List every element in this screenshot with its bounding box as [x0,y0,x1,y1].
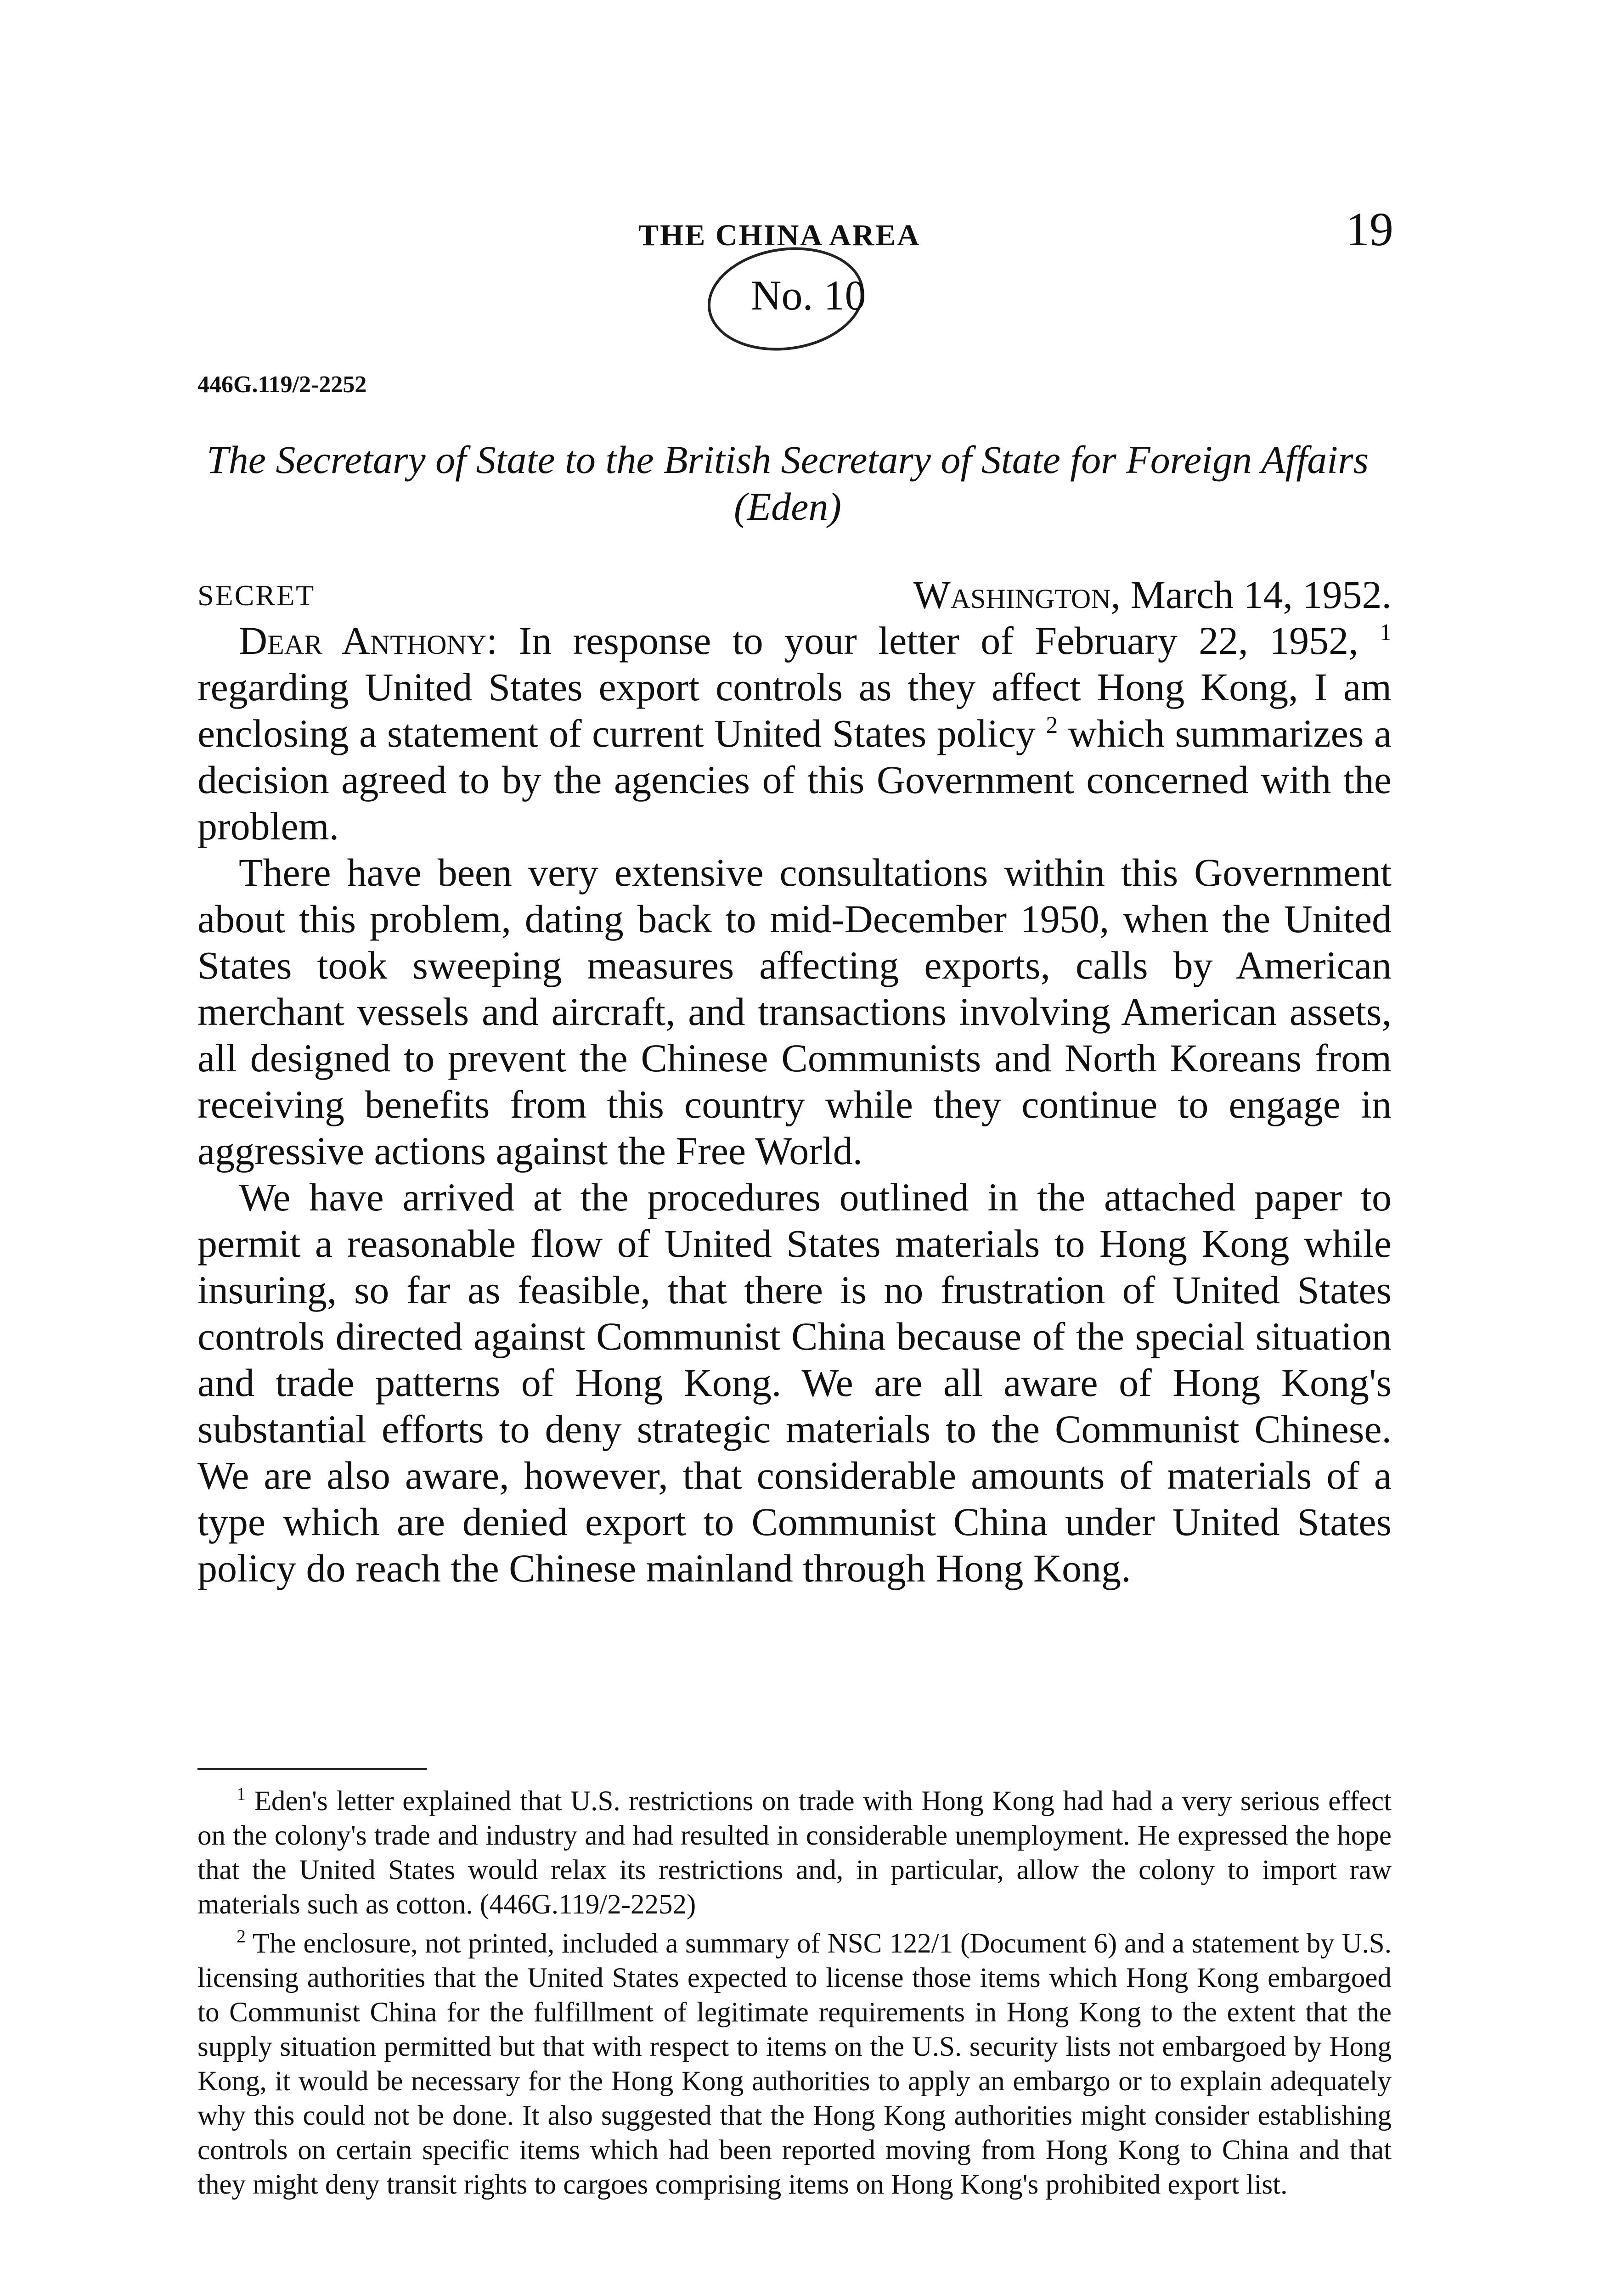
file-reference: 446G.119/2-2252 [197,371,367,398]
paragraph: There have been very extensive consultations within this Government about this problem, dating back to mid-December 1950, when the United States took sweeping measures affecting exports, calls by American merchant vessels and aircraft, and transactions involving American assets, all designed to prevent the Chinese Communists and North Koreans from receiving benefits from this country while they continue to engage in aggressive actions against the Free World. [197,850,1392,1173]
footnote-text: The enclosure, not printed, included a summary of NSC 122/1 (Document 6) and a statement by U.S. licensing authorities that the United States expected to license those items which Hong Kong embargoed to Communist China for the fulfillment of legitimate requirements in Hong Kong to the extent that the supply situation permitted but that with respect to items on the U.S. security lists not embargoed by Hong Kong, it would be necessary for the Hong Kong authorities to apply an embargo or to explain adequately why this could not be done. It also suggested that the Hong Kong authorities might consider establishing controls on certain specific items which had been reported moving from Hong Kong to China and that they might deny transit rights to cargoes comprising items on Hong Kong's prohibited export list. [197,1928,1392,2200]
footnote-ref: 1 [1380,619,1392,646]
paragraph: We have arrived at the procedures outlined in the attached paper to permit a reasonable flow of United States materials to Hong Kong while insuring, so far as feasible, that there is no frustration of United States controls directed against Communist China because of the special situation and trade patterns of Hong Kong. We are all aware of Hong Kong's substantial efforts to deny strategic materials to the Communist Chinese. We are also aware, however, that considerable amounts of materials of a type which are denied export to Communist China under United States policy do reach the Chinese mainland through Hong Kong. [197,1175,1392,1590]
footnotes [197,1784,1392,2206]
paragraph-text: : In response to your letter of February 22, 1952, [486,619,1380,663]
footnote-marker: 1 [237,1784,246,1804]
paragraph-text: regarding United States export controls as they affect Hong Kong, I am enclosing a statement of current United States policy [197,665,1392,755]
place-and-date [913,572,1392,618]
document-number: No. 10 [751,272,866,319]
footnote [197,1926,1392,2202]
salutation: Dear Anthony [239,619,487,663]
running-head: THE CHINA AREA [638,219,921,252]
footnote-divider [197,1768,427,1770]
paragraph [197,618,1392,850]
footnote [197,1784,1392,1922]
footnote-ref: 2 [1046,712,1058,738]
place: Washington [913,573,1111,617]
page-number: 19 [1346,203,1393,256]
classification-label: SECRET [197,579,316,612]
footnote-text: Eden's letter explained that U.S. restrictions on trade with Hong Kong had had a very serious effect on the colony's trade and industry and had resulted in considerable unemployment. He expressed the hope that the United States would relax its restrictions and, in particular, allow the colony to import raw materials such as cotton. (446G.119/2-2252) [197,1786,1392,1920]
paragraph-text: which summarizes a decision agreed to by the agencies of this Government concerned with the problem. [197,711,1392,848]
document-title: The Secretary of State to the British Secretary of State for Foreign Affairs (Eden) [206,438,1369,529]
letter-body [197,618,1392,1592]
footnote-marker: 2 [237,1926,246,1947]
document-number-stamp [707,248,873,354]
date: , March 14, 1952. [1110,573,1392,617]
